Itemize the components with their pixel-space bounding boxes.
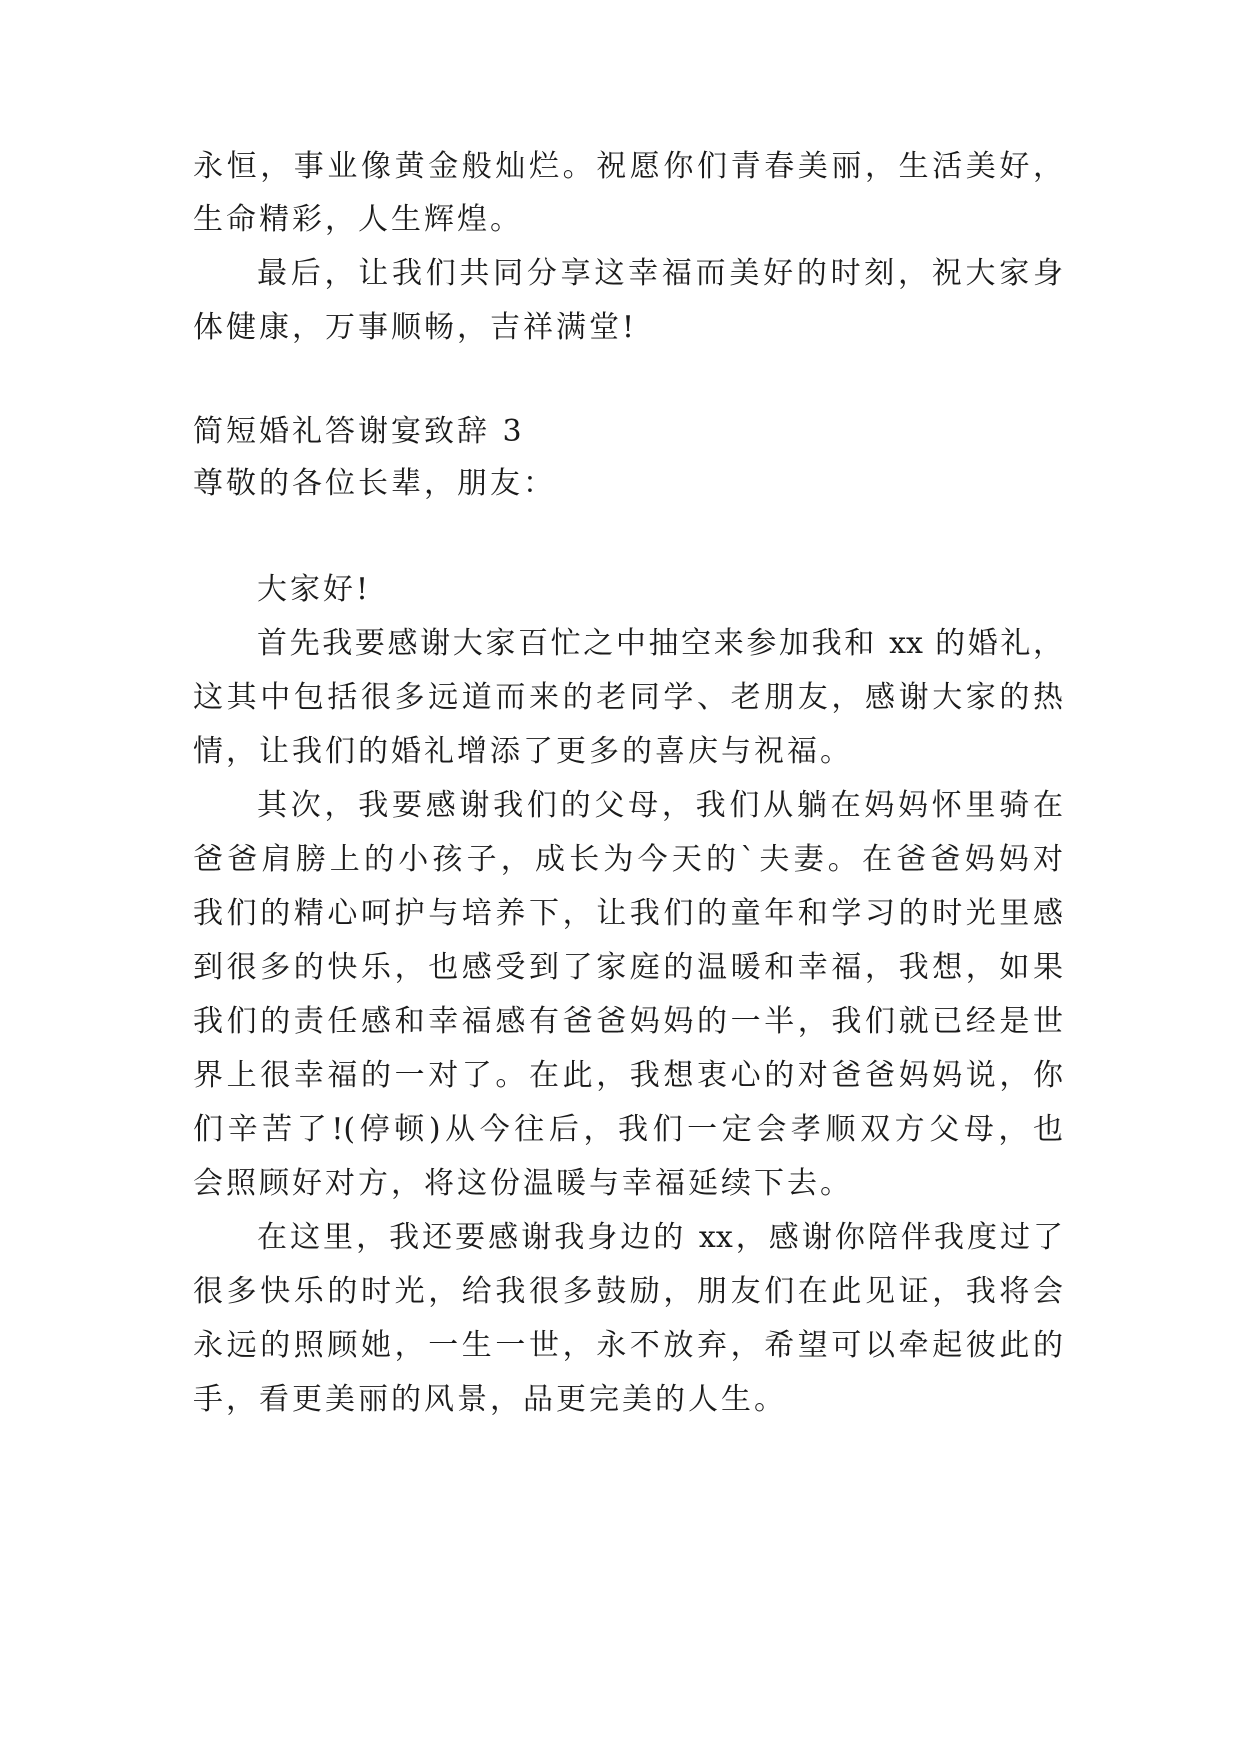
paragraph-line: 永远的照顾她，一生一世，永不放弃，希望可以牵起彼此的 <box>193 1328 1063 1363</box>
paragraph-line: 会照顾好对方，将这份温暖与幸福延续下去。 <box>193 1166 853 1201</box>
paragraph-line: 很多快乐的时光，给我很多鼓励，朋友们在此见证，我将会 <box>193 1274 1063 1309</box>
paragraph-line: 手，看更美丽的风景，品更完美的人生。 <box>193 1382 787 1417</box>
paragraph-line: 爸爸肩膀上的小孩子，成长为今天的`夫妻。在爸爸妈妈对 <box>193 842 1063 877</box>
paragraph-line: 生命精彩，人生辉煌。 <box>193 202 523 237</box>
paragraph-line: 最后，让我们共同分享这幸福而美好的时刻，祝大家身 <box>257 256 1063 291</box>
paragraph-line: 永恒，事业像黄金般灿烂。祝愿你们青春美丽，生活美好， <box>193 149 1063 184</box>
paragraph-line: 我们的责任感和幸福感有爸爸妈妈的一半，我们就已经是世 <box>193 1004 1063 1039</box>
paragraph-line: 们辛苦了!(停顿)从今往后，我们一定会孝顺双方父母，也 <box>193 1112 1063 1147</box>
paragraph-line: 界上很幸福的一对了。在此，我想衷心的对爸爸妈妈说，你 <box>193 1058 1063 1093</box>
section-title: 简短婚礼答谢宴致辞 3 <box>193 414 525 449</box>
paragraph-line: 其次，我要感谢我们的父母，我们从躺在妈妈怀里骑在 <box>257 788 1063 823</box>
paragraph-line: 情，让我们的婚礼增添了更多的喜庆与祝福。 <box>193 734 853 769</box>
paragraph-line: 这其中包括很多远道而来的老同学、老朋友，感谢大家的热 <box>193 680 1063 715</box>
paragraph-line: 我们的精心呵护与培养下，让我们的童年和学习的时光里感 <box>193 896 1063 931</box>
paragraph-line: 体健康，万事顺畅，吉祥满堂! <box>193 310 638 345</box>
paragraph-line: 首先我要感谢大家百忙之中抽空来参加我和 xx 的婚礼， <box>257 626 1063 661</box>
paragraph-line: 到很多的快乐，也感受到了家庭的温暖和幸福，我想，如果 <box>193 950 1063 985</box>
paragraph-line: 在这里，我还要感谢我身边的 xx，感谢你陪伴我度过了 <box>257 1220 1063 1255</box>
salutation: 尊敬的各位长辈，朋友： <box>193 466 556 501</box>
greeting: 大家好! <box>257 572 372 607</box>
